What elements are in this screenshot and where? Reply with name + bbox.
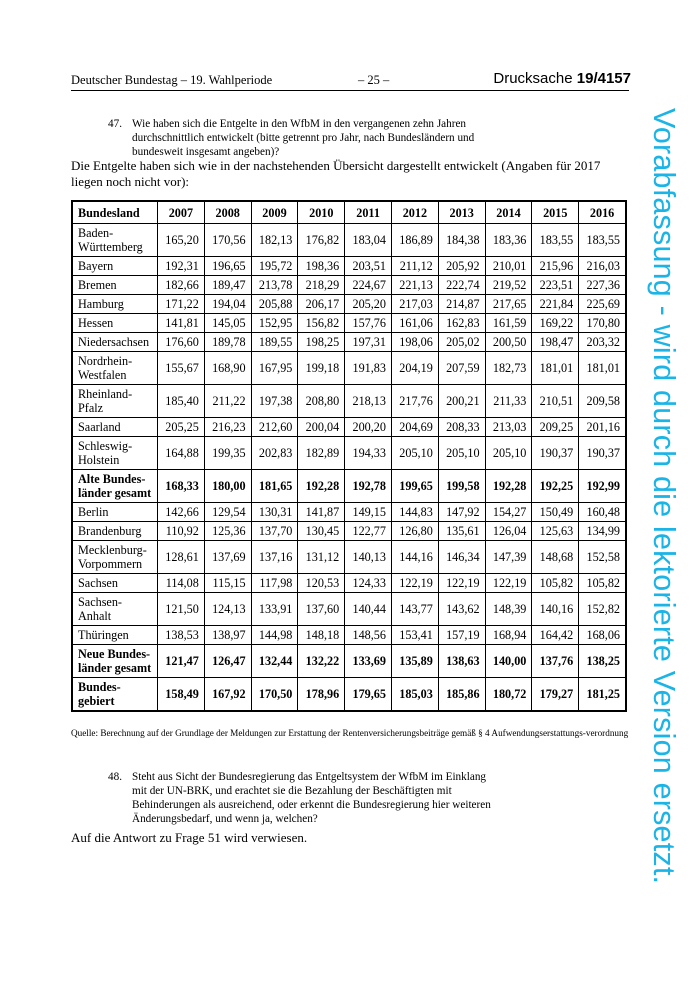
- value-cell: 140,00: [485, 645, 532, 678]
- value-cell: 147,39: [485, 541, 532, 574]
- value-cell: 152,95: [251, 314, 298, 333]
- question-text: Wie haben sich die Entgelte in den WfbM in den vergangenen zehn Jahren durchschnittlich entwickelt (bitte getrennt pro Jahr, nach Bundesländern und bundesweit insgesamt angeben)?: [132, 118, 475, 158]
- value-cell: 185,40: [158, 385, 205, 418]
- table-row: [72, 276, 626, 295]
- document-number-value: 19/4157: [576, 70, 631, 87]
- value-cell: 183,55: [579, 224, 626, 257]
- value-cell: 182,66: [158, 276, 205, 295]
- value-cell: 182,89: [298, 437, 345, 470]
- value-cell: 212,60: [251, 418, 298, 437]
- value-cell: 189,78: [204, 333, 251, 352]
- value-cell: 105,82: [579, 574, 626, 593]
- value-cell: 178,96: [298, 678, 345, 712]
- question-number: 47.: [108, 118, 122, 130]
- bundesland-cell: Hamburg: [72, 295, 158, 314]
- value-cell: 130,45: [298, 522, 345, 541]
- table-row: [72, 541, 626, 574]
- value-cell: 179,65: [345, 678, 392, 712]
- value-cell: 199,58: [438, 470, 485, 503]
- bundesland-cell: Alte Bundes- länder gesamt: [72, 470, 158, 503]
- value-cell: 148,68: [532, 541, 579, 574]
- table-row: [72, 352, 626, 385]
- value-cell: 224,67: [345, 276, 392, 295]
- answer-48: Auf die Antwort zu Frage 51 wird verwiesen.: [71, 830, 308, 845]
- value-cell: 200,50: [485, 333, 532, 352]
- value-cell: 186,89: [391, 224, 438, 257]
- value-cell: 205,02: [438, 333, 485, 352]
- table-row: [72, 574, 626, 593]
- value-cell: 149,15: [345, 503, 392, 522]
- value-cell: 122,77: [345, 522, 392, 541]
- value-cell: 192,31: [158, 257, 205, 276]
- table-row: [72, 503, 626, 522]
- value-cell: 131,12: [298, 541, 345, 574]
- value-cell: 176,82: [298, 224, 345, 257]
- value-cell: 170,50: [251, 678, 298, 712]
- wage-table: [71, 200, 627, 712]
- value-cell: 160,48: [579, 503, 626, 522]
- value-cell: 207,59: [438, 352, 485, 385]
- draft-watermark: Vorabfassung - wird durch die lektorierte Version ersetzt.: [647, 108, 681, 885]
- value-cell: 217,76: [391, 385, 438, 418]
- value-cell: 161,06: [391, 314, 438, 333]
- value-cell: 152,82: [579, 593, 626, 626]
- column-header-year: 2016: [579, 201, 626, 224]
- value-cell: 222,74: [438, 276, 485, 295]
- value-cell: 137,69: [204, 541, 251, 574]
- value-cell: 137,70: [251, 522, 298, 541]
- value-cell: 216,23: [204, 418, 251, 437]
- value-cell: 215,96: [532, 257, 579, 276]
- column-header-year: 2010: [298, 201, 345, 224]
- column-header-year: 2008: [204, 201, 251, 224]
- value-cell: 202,83: [251, 437, 298, 470]
- bundesland-cell: Berlin: [72, 503, 158, 522]
- value-cell: 133,69: [345, 645, 392, 678]
- value-cell: 158,49: [158, 678, 205, 712]
- value-cell: 205,10: [438, 437, 485, 470]
- value-cell: 154,27: [485, 503, 532, 522]
- value-cell: 138,97: [204, 626, 251, 645]
- value-cell: 145,05: [204, 314, 251, 333]
- value-cell: 133,91: [251, 593, 298, 626]
- value-cell: 125,36: [204, 522, 251, 541]
- table-row: [72, 593, 626, 626]
- value-cell: 144,83: [391, 503, 438, 522]
- value-cell: 192,28: [298, 470, 345, 503]
- value-cell: 140,13: [345, 541, 392, 574]
- value-cell: 209,58: [579, 385, 626, 418]
- value-cell: 205,25: [158, 418, 205, 437]
- value-cell: 183,55: [532, 224, 579, 257]
- value-cell: 203,32: [579, 333, 626, 352]
- value-cell: 181,65: [251, 470, 298, 503]
- table-header-row: [72, 201, 626, 224]
- value-cell: 185,03: [391, 678, 438, 712]
- value-cell: 205,10: [391, 437, 438, 470]
- bundesland-cell: Sachsen- Anhalt: [72, 593, 158, 626]
- value-cell: 142,66: [158, 503, 205, 522]
- value-cell: 199,35: [204, 437, 251, 470]
- value-cell: 134,99: [579, 522, 626, 541]
- value-cell: 147,92: [438, 503, 485, 522]
- value-cell: 199,18: [298, 352, 345, 385]
- value-cell: 185,86: [438, 678, 485, 712]
- table-row: [72, 333, 626, 352]
- value-cell: 204,19: [391, 352, 438, 385]
- value-cell: 146,34: [438, 541, 485, 574]
- value-cell: 148,39: [485, 593, 532, 626]
- value-cell: 168,90: [204, 352, 251, 385]
- table-source: Quelle: Berechnung auf der Grundlage der Meldungen zur Erstattung der Rentenversicherungsbeiträge gemäß § 4 Aufwendungserstattungs-verordnung: [71, 728, 629, 738]
- value-cell: 126,04: [485, 522, 532, 541]
- bundesland-cell: Niedersachsen: [72, 333, 158, 352]
- value-cell: 195,72: [251, 257, 298, 276]
- bundesland-cell: Bundes- gebiert: [72, 678, 158, 712]
- value-cell: 115,15: [204, 574, 251, 593]
- value-cell: 183,36: [485, 224, 532, 257]
- table-row: [72, 470, 626, 503]
- value-cell: 201,16: [579, 418, 626, 437]
- value-cell: 218,29: [298, 276, 345, 295]
- value-cell: 217,65: [485, 295, 532, 314]
- bundesland-cell: Sachsen: [72, 574, 158, 593]
- value-cell: 137,76: [532, 645, 579, 678]
- table-row: [72, 257, 626, 276]
- header-publication: Deutscher Bundestag – 19. Wahlperiode: [71, 73, 273, 87]
- document-number: [493, 70, 631, 87]
- bundesland-cell: Neue Bundes- länder gesamt: [72, 645, 158, 678]
- value-cell: 138,63: [438, 645, 485, 678]
- column-header-year: 2009: [251, 201, 298, 224]
- value-cell: 181,01: [579, 352, 626, 385]
- value-cell: 165,20: [158, 224, 205, 257]
- value-cell: 190,37: [532, 437, 579, 470]
- document-number-prefix: Drucksache: [493, 70, 573, 87]
- column-header-year: 2014: [485, 201, 532, 224]
- value-cell: 168,94: [485, 626, 532, 645]
- value-cell: 110,92: [158, 522, 205, 541]
- bundesland-cell: Hessen: [72, 314, 158, 333]
- value-cell: 190,37: [579, 437, 626, 470]
- value-cell: 183,04: [345, 224, 392, 257]
- value-cell: 208,80: [298, 385, 345, 418]
- value-cell: 135,89: [391, 645, 438, 678]
- value-cell: 169,22: [532, 314, 579, 333]
- header-rule: [71, 90, 629, 91]
- bundesland-cell: Bayern: [72, 257, 158, 276]
- value-cell: 181,25: [579, 678, 626, 712]
- value-cell: 198,06: [391, 333, 438, 352]
- value-cell: 210,01: [485, 257, 532, 276]
- value-cell: 170,56: [204, 224, 251, 257]
- value-cell: 208,33: [438, 418, 485, 437]
- value-cell: 148,18: [298, 626, 345, 645]
- value-cell: 181,01: [532, 352, 579, 385]
- value-cell: 180,00: [204, 470, 251, 503]
- table-row: [72, 645, 626, 678]
- column-header-year: 2007: [158, 201, 205, 224]
- value-cell: 153,41: [391, 626, 438, 645]
- value-cell: 126,80: [391, 522, 438, 541]
- value-cell: 209,25: [532, 418, 579, 437]
- value-cell: 124,13: [204, 593, 251, 626]
- value-cell: 157,19: [438, 626, 485, 645]
- bundesland-cell: Nordrhein- Westfalen: [72, 352, 158, 385]
- value-cell: 191,83: [345, 352, 392, 385]
- value-cell: 223,51: [532, 276, 579, 295]
- page-header: [71, 70, 631, 88]
- value-cell: 192,78: [345, 470, 392, 503]
- table-row: [72, 437, 626, 470]
- value-cell: 164,88: [158, 437, 205, 470]
- value-cell: 200,04: [298, 418, 345, 437]
- value-cell: 180,72: [485, 678, 532, 712]
- bundesland-cell: Saarland: [72, 418, 158, 437]
- page-number: – 25 –: [358, 73, 390, 87]
- value-cell: 184,38: [438, 224, 485, 257]
- value-cell: 122,19: [391, 574, 438, 593]
- value-cell: 141,81: [158, 314, 205, 333]
- value-cell: 179,27: [532, 678, 579, 712]
- value-cell: 189,47: [204, 276, 251, 295]
- bundesland-cell: Bremen: [72, 276, 158, 295]
- value-cell: 140,44: [345, 593, 392, 626]
- value-cell: 162,83: [438, 314, 485, 333]
- bundesland-cell: Rheinland- Pfalz: [72, 385, 158, 418]
- value-cell: 227,36: [579, 276, 626, 295]
- value-cell: 152,58: [579, 541, 626, 574]
- value-cell: 196,65: [204, 257, 251, 276]
- value-cell: 210,51: [532, 385, 579, 418]
- question-text: Steht aus Sicht der Bundesregierung das Entgeltsystem der WfbM im Einklang mit der UN-BRK, und erachtet sie die Bezahlung der Beschäftigten mit Behinderungen als ausreichend, oder erkennt die Bundesregierung hier weiteren Änderungsbedarf, und wenn ja, welchen?: [132, 771, 491, 825]
- table-row: [72, 418, 626, 437]
- table-row: [72, 522, 626, 541]
- value-cell: 137,60: [298, 593, 345, 626]
- value-cell: 157,76: [345, 314, 392, 333]
- table-row: [72, 626, 626, 645]
- value-cell: 211,22: [204, 385, 251, 418]
- column-header-bundesland: Bundesland: [72, 201, 158, 224]
- bundesland-cell: Mecklenburg- Vorpommern: [72, 541, 158, 574]
- value-cell: 192,28: [485, 470, 532, 503]
- value-cell: 138,53: [158, 626, 205, 645]
- value-cell: 204,69: [391, 418, 438, 437]
- value-cell: 132,22: [298, 645, 345, 678]
- value-cell: 150,49: [532, 503, 579, 522]
- value-cell: 218,13: [345, 385, 392, 418]
- value-cell: 137,16: [251, 541, 298, 574]
- table-row: [72, 678, 626, 712]
- table-row: [72, 314, 626, 333]
- value-cell: 194,04: [204, 295, 251, 314]
- value-cell: 221,84: [532, 295, 579, 314]
- value-cell: 130,31: [251, 503, 298, 522]
- value-cell: 205,92: [438, 257, 485, 276]
- value-cell: 182,73: [485, 352, 532, 385]
- value-cell: 205,10: [485, 437, 532, 470]
- answer-47: Die Entgelte haben sich wie in der nachstehenden Übersicht dargestellt entwickelt (Angaben für 2017 liegen noch nicht vor):: [71, 158, 601, 189]
- value-cell: 121,50: [158, 593, 205, 626]
- value-cell: 214,87: [438, 295, 485, 314]
- value-cell: 192,25: [532, 470, 579, 503]
- question-number: 48.: [108, 771, 122, 783]
- value-cell: 148,56: [345, 626, 392, 645]
- value-cell: 219,52: [485, 276, 532, 295]
- value-cell: 211,12: [391, 257, 438, 276]
- value-cell: 203,51: [345, 257, 392, 276]
- value-cell: 200,21: [438, 385, 485, 418]
- value-cell: 176,60: [158, 333, 205, 352]
- value-cell: 168,06: [579, 626, 626, 645]
- bundesland-cell: Thüringen: [72, 626, 158, 645]
- value-cell: 156,82: [298, 314, 345, 333]
- value-cell: 199,65: [391, 470, 438, 503]
- table-row: [72, 224, 626, 257]
- value-cell: 144,16: [391, 541, 438, 574]
- value-cell: 141,87: [298, 503, 345, 522]
- value-cell: 225,69: [579, 295, 626, 314]
- value-cell: 144,98: [251, 626, 298, 645]
- value-cell: 124,33: [345, 574, 392, 593]
- value-cell: 121,47: [158, 645, 205, 678]
- value-cell: 105,82: [532, 574, 579, 593]
- value-cell: 120,53: [298, 574, 345, 593]
- value-cell: 132,44: [251, 645, 298, 678]
- value-cell: 143,77: [391, 593, 438, 626]
- value-cell: 205,88: [251, 295, 298, 314]
- value-cell: 170,80: [579, 314, 626, 333]
- value-cell: 192,99: [579, 470, 626, 503]
- value-cell: 182,13: [251, 224, 298, 257]
- value-cell: 216,03: [579, 257, 626, 276]
- value-cell: 206,17: [298, 295, 345, 314]
- value-cell: 125,63: [532, 522, 579, 541]
- column-header-year: 2013: [438, 201, 485, 224]
- value-cell: 194,33: [345, 437, 392, 470]
- value-cell: 135,61: [438, 522, 485, 541]
- value-cell: 200,20: [345, 418, 392, 437]
- value-cell: 167,92: [204, 678, 251, 712]
- value-cell: 189,55: [251, 333, 298, 352]
- value-cell: 140,16: [532, 593, 579, 626]
- value-cell: 164,42: [532, 626, 579, 645]
- value-cell: 213,78: [251, 276, 298, 295]
- value-cell: 161,59: [485, 314, 532, 333]
- value-cell: 198,36: [298, 257, 345, 276]
- value-cell: 197,38: [251, 385, 298, 418]
- value-cell: 171,22: [158, 295, 205, 314]
- bundesland-cell: Brandenburg: [72, 522, 158, 541]
- table-row: [72, 385, 626, 418]
- value-cell: 221,13: [391, 276, 438, 295]
- value-cell: 117,98: [251, 574, 298, 593]
- bundesland-cell: Schleswig- Holstein: [72, 437, 158, 470]
- value-cell: 143,62: [438, 593, 485, 626]
- value-cell: 114,08: [158, 574, 205, 593]
- value-cell: 198,47: [532, 333, 579, 352]
- value-cell: 198,25: [298, 333, 345, 352]
- column-header-year: 2012: [391, 201, 438, 224]
- column-header-year: 2015: [532, 201, 579, 224]
- column-header-year: 2011: [345, 201, 392, 224]
- value-cell: 217,03: [391, 295, 438, 314]
- table-row: [72, 295, 626, 314]
- value-cell: 138,25: [579, 645, 626, 678]
- value-cell: 213,03: [485, 418, 532, 437]
- value-cell: 168,33: [158, 470, 205, 503]
- value-cell: 197,31: [345, 333, 392, 352]
- value-cell: 205,20: [345, 295, 392, 314]
- value-cell: 122,19: [485, 574, 532, 593]
- value-cell: 167,95: [251, 352, 298, 385]
- value-cell: 155,67: [158, 352, 205, 385]
- value-cell: 126,47: [204, 645, 251, 678]
- bundesland-cell: Baden- Württemberg: [72, 224, 158, 257]
- value-cell: 129,54: [204, 503, 251, 522]
- value-cell: 128,61: [158, 541, 205, 574]
- value-cell: 211,33: [485, 385, 532, 418]
- value-cell: 122,19: [438, 574, 485, 593]
